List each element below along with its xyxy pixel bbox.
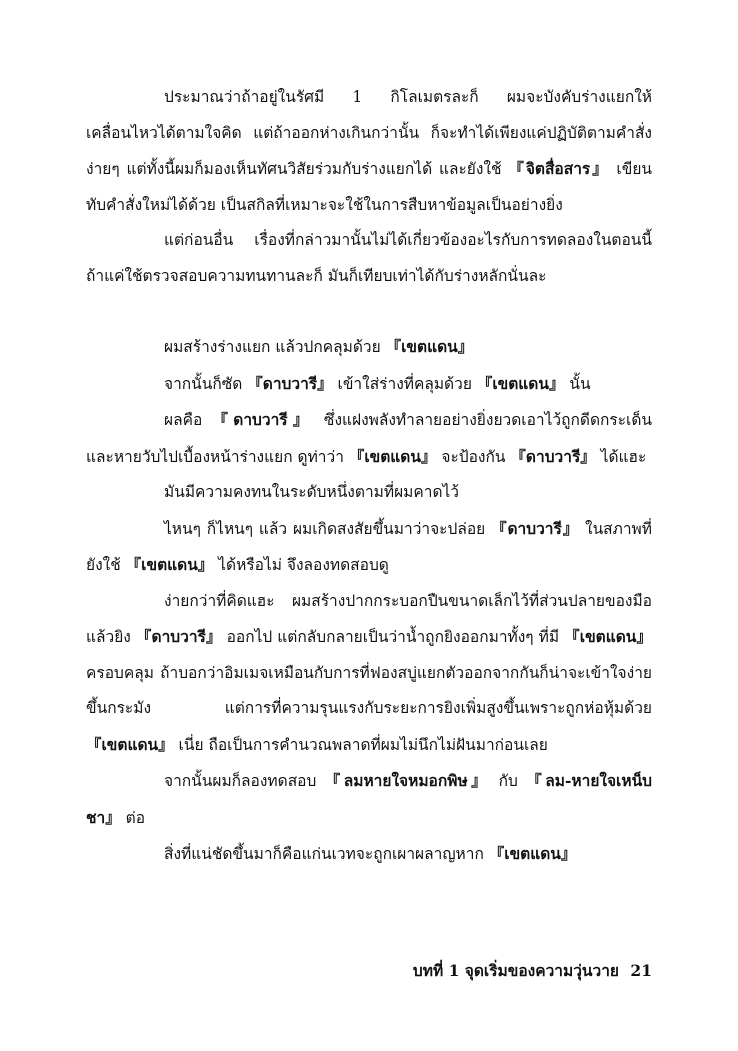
text-segment: เนี่ย ถือเป็นการคำนวณพลาดที่ผมไม่นึกไม่ฝันมาก่อนเลย [173,735,548,754]
skill-name: 『ลม-หายใจเหน็บชา』 [86,771,652,827]
text-segment: กับ [490,772,527,790]
chapter-title: บทที่ 1 จุดเริ่มของความวุ่นวาย [412,961,620,980]
skill-name: 『เขตแดน』 [86,734,174,754]
text-segment: ต่อ [120,808,146,827]
skill-name: 『เขตแดน』 [488,844,577,863]
skill-name: 『เขตแดน』 [564,627,652,646]
page-footer [407,958,652,983]
skill-name: 『ดาบวารี』 [491,518,580,538]
paragraph [86,402,652,475]
skill-name: 『ดาบวารี』 [510,446,596,466]
text-segment: ผมสร้างร่างแยก แล้วปกคลุมด้วย [164,338,386,356]
text-segment: ครอบคลุม ถ้าบอกว่าอิมเมจเหมือนกับการที่ฟองสบู่แยกตัวออกจากกันก็น่าจะเข้าใจง่ายขึ้นกระมัง แต่การที่ความรุนแรงกับระยะการยิงเพิ่มสูงขึ้นเพราะถูกห่อหุ้มด้วย [86,663,652,717]
paragraph [86,366,652,403]
text-segment: ประมาณว่าถ้าอยู่ในรัศมี 1 กิโลเมตรละก็ ผมจะบังคับร่างแยกให้เคลื่อนไหวได้ตามใจคิด แต่ถ้าออกห่างเกินกว่านั้น ก็จะทำได้เพียงแค่ปฏิบัติตามคำสั่งง่ายๆ แต่ทั้งนี้ผมก็มองเห็นทัศนวิสัยร่วมกับร่างแยกได้ และยังใช้ [86,88,652,178]
text-segment: ในสภาพที่ยังใช้ [86,519,652,574]
paragraph [86,329,652,366]
text-segment: ได้แฮะ [595,447,647,466]
text-segment: นั้น [564,374,591,393]
page-body [86,80,652,873]
skill-name: 『จิตสื่อสาร』 [508,159,610,178]
text-segment: ง่ายกว่าที่คิดแฮะ ผมสร้างปากกระบอกปืนขนาดเล็กไว้ที่ส่วนปลายของมือ แล้วยิง [86,591,652,646]
text-segment: สิ่งที่แน่ชัดขึ้นมาก็คือแก่นเวทจะถูกเผาผลาญหาก [164,845,489,863]
paragraph [86,80,652,223]
skill-name: 『ลมหายใจหมอกพิษ』 [324,771,491,790]
text-segment: จากนั้นก็ซัด [164,374,248,393]
text-segment: เขียนทับคำสั่งใหม่ได้ด้วย เป็นสกิลที่เหมาะจะใช้ในการสืบหาข้อมูลเป็นอย่างยิ่ง [86,160,652,214]
paragraph [86,223,652,294]
paragraph [86,763,652,836]
skill-name: 『เขตแดน』 [385,337,474,356]
skill-name: 『เขตแดน』 [348,446,437,466]
text-segment: จะป้องกัน [436,447,511,466]
skill-name: 『ดาบวารี』 [212,410,314,429]
paragraph [86,475,652,511]
skill-name: 『เขตแดน』 [476,373,565,393]
paragraph [86,511,652,584]
paragraph [86,584,652,764]
text-segment: ซึ่งแฝงพลังทำลายอย่างยิ่งยวดเอาไว้ถูกดีดกระเด็นและหายวับไปเบื้องหน้าร่างแยก ดูท่าว่า [86,411,653,466]
text-segment: เข้าใส่ร่างที่คลุมด้วย [332,374,477,393]
text-segment: แต่ก่อนอื่น เรื่องที่กล่าวมานั้นไม่ได้เกี่ยวข้องอะไรกับการทดลองในตอนนี้ ถ้าแค่ใช้ตรวจสอบความทนทานละก็ มันก็เทียบเท่าได้กับร่างหลักนั่นละ [86,231,652,285]
text-segment: ได้หรือไม่ จึงลองทดสอบดู [213,556,389,574]
paragraph [86,836,652,873]
text-segment: ผลคือ [164,411,213,429]
text-segment: ออกไป แต่กลับกลายเป็นว่าน้ำถูกยิงออกมาทั้งๆ ที่มี [221,628,565,646]
text-segment: มันมีความคงทนในระดับหนึ่งตามที่ผมคาดไว้ [164,483,460,501]
text-segment: จากนั้นผมก็ลองทดสอบ [164,772,325,790]
page-number: 21 [630,961,652,980]
text-segment: ไหนๆ ก็ไหนๆ แล้ว ผมเกิดสงสัยขึ้นมาว่าจะปล่อย [164,519,492,538]
skill-name: 『ดาบวารี』 [135,627,222,646]
skill-name: 『ดาบวารี』 [247,373,333,393]
skill-name: 『เขตแดน』 [125,555,214,574]
